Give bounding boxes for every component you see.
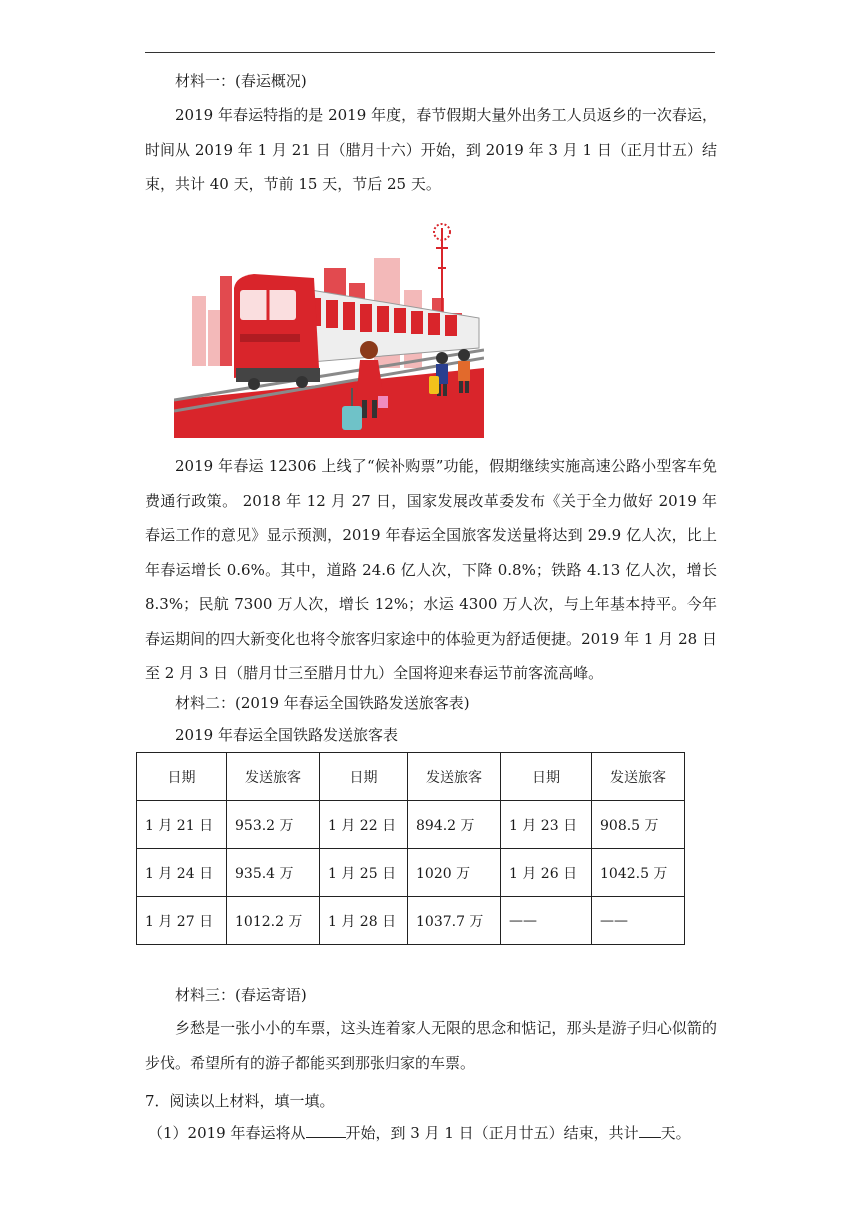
answer-blank-total-days[interactable] [639,1122,661,1138]
table-header-row [137,753,685,801]
table-row [137,849,685,897]
table-cell: 1 月 24 日 [137,849,227,897]
table-caption: 2019 年春运全国铁路发送旅客表 [175,726,398,744]
table-cell: —— [501,897,592,945]
answer-blank-start-date[interactable] [306,1122,346,1138]
table-cell: 908.5 万 [592,801,685,849]
question-1-part-c: 天。 [660,1124,691,1142]
header-cell: 发送旅客 [227,753,320,801]
table-cell: 1 月 23 日 [501,801,592,849]
table-cell: 1 月 25 日 [320,849,408,897]
question-1 [148,1122,691,1144]
material1-title: 材料一：(春运概况) [175,72,307,90]
table-cell: 1 月 21 日 [137,801,227,849]
material1-paragraph2: 2019 年春运 12306 上线了“候补购票”功能，假期继续实施高速公路小型客车免费通行政策。 2018 年 12 月 27 日，国家发展改革委发布《关于全力做好 2019 年春运工作的意见》显示预测，2019 年春运全国旅客发送量将达到 29.9 亿人次，比上年春运增长 0.6%。其中，道路 24.6 亿人次，下降 0.8%；铁路 4.13 亿人次，增长 8.3%；民航 7300 万人次，增长 12%；水运 4300 万人次，与上年基本持平。今年春运期间的四大新变化也将令旅客归家途中的体验更为舒适便捷。2019 年 1 月 28 日至 2 月 3 日（腊月廿三至腊月廿九）全国将迎来春运节前客流高峰。 [145,457,717,682]
question-1-part-a: （1）2019 年春运将从 [148,1124,306,1142]
table-cell: 953.2 万 [227,801,320,849]
table-cell: 1020 万 [408,849,501,897]
railway-passenger-table [136,752,685,945]
table-cell: 1 月 22 日 [320,801,408,849]
table-cell: 1042.5 万 [592,849,685,897]
header-cell: 日期 [501,753,592,801]
header-cell: 发送旅客 [592,753,685,801]
header-cell: 日期 [137,753,227,801]
question-1-part-b: 开始，到 3 月 1 日（正月廿五）结束，共计 [345,1124,639,1142]
table-cell: —— [592,897,685,945]
table-cell: 894.2 万 [408,801,501,849]
table-cell: 935.4 万 [227,849,320,897]
header-rule [145,52,715,53]
material3-paragraph: 乡愁是一张小小的车票，这头连着家人无限的思念和惦记，那头是游子归心似箭的步伐。希望所有的游子都能买到那张归家的车票。 [145,1019,717,1072]
material3-title: 材料三：(春运寄语) [175,986,307,1004]
table-cell: 1012.2 万 [227,897,320,945]
material2-title: 材料二：(2019 年春运全国铁路发送旅客表) [175,694,470,712]
spring-festival-train-illustration [174,218,484,438]
table-row [137,897,685,945]
header-cell: 发送旅客 [408,753,501,801]
material1-paragraph1: 2019 年春运特指的是 2019 年度，春节假期大量外出务工人员返乡的一次春运，时间从 2019 年 1 月 21 日（腊月十六）开始，到 2019 年 3 月 1 日（正月廿五）结束，共计 40 天，节前 15 天，节后 25 天。 [145,106,717,193]
table-row [137,801,685,849]
table-cell: 1037.7 万 [408,897,501,945]
table-cell: 1 月 26 日 [501,849,592,897]
header-cell: 日期 [320,753,408,801]
table-cell: 1 月 27 日 [137,897,227,945]
question-stem: 7．阅读以上材料，填一填。 [145,1092,335,1110]
table-cell: 1 月 28 日 [320,897,408,945]
